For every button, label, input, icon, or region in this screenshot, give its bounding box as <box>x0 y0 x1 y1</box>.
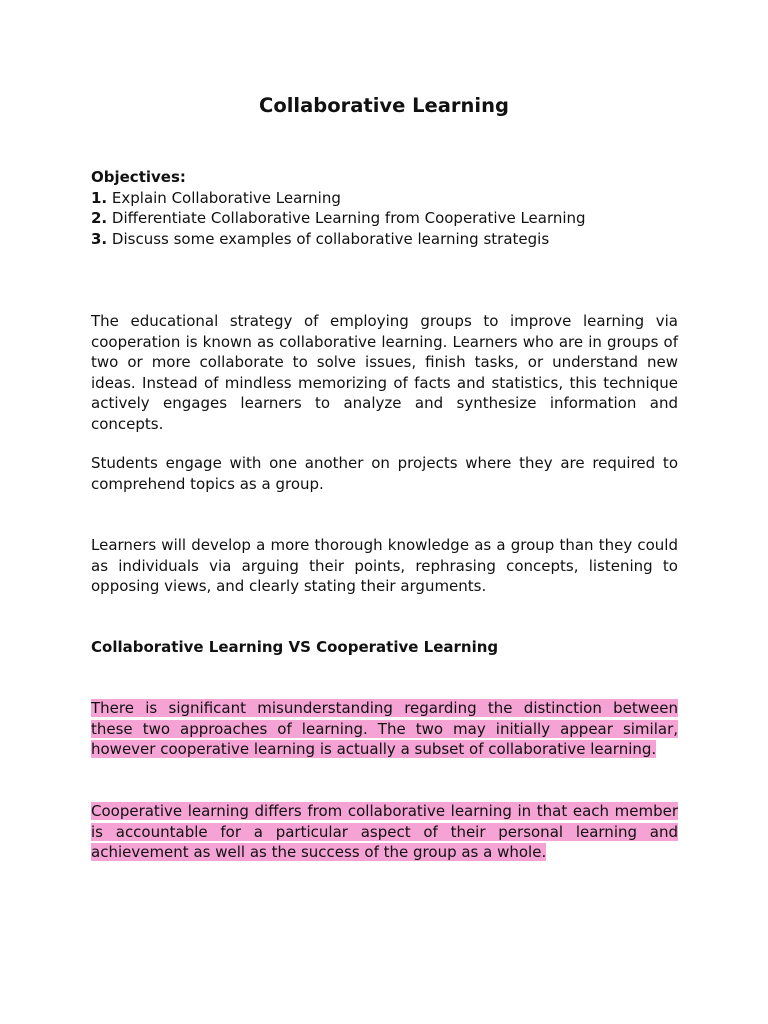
objective-text: Discuss some examples of collaborative learning strategis <box>107 229 550 248</box>
document-title: Collaborative Learning <box>259 94 509 117</box>
objectives-heading: Objectives: <box>91 168 186 186</box>
highlighted-text: Cooperative learning differs from collaborative learning in that each member is accountable for a particular aspect of their personal learning and achievement as well as the success of the group as a whole. <box>91 802 678 861</box>
objective-number: 1. <box>91 188 108 207</box>
objective-number: 3. <box>91 229 108 248</box>
section-heading: Collaborative Learning VS Cooperative Learning <box>91 638 499 656</box>
highlighted-paragraph <box>91 801 678 863</box>
objectives-section <box>91 167 678 249</box>
objective-item <box>91 229 678 250</box>
objective-text: Differentiate Collaborative Learning from Cooperative Learning <box>107 209 586 227</box>
objective-text: Explain Collaborative Learning <box>107 188 341 207</box>
objective-item <box>91 188 678 209</box>
highlighted-paragraph <box>91 698 678 760</box>
body-paragraph: The educational strategy of employing groups to improve learning via cooperation is known as collaborative learning. Learners who are in groups of two or more collaborate to solve issues, finish tasks, or understand new ideas. Instead of mindless memorizing of facts and statistics, this technique actively engages learners to analyze and synthesize information and concepts. <box>91 312 678 433</box>
body-paragraph: Students engage with one another on projects where they are required to comprehend topics as a group. <box>91 454 678 493</box>
body-paragraph: Learners will develop a more thorough knowledge as a group than they could as individuals via arguing their points, rephrasing concepts, listening to opposing views, and clearly stating their arguments. <box>91 536 678 595</box>
objective-number: 2. <box>91 209 108 227</box>
objective-item <box>91 208 678 229</box>
highlighted-text: There is significant misunderstanding regarding the distinction between these two approaches of learning. The two may initially appear similar, however cooperative learning is actually a subset of collaborative learning. <box>91 699 678 758</box>
